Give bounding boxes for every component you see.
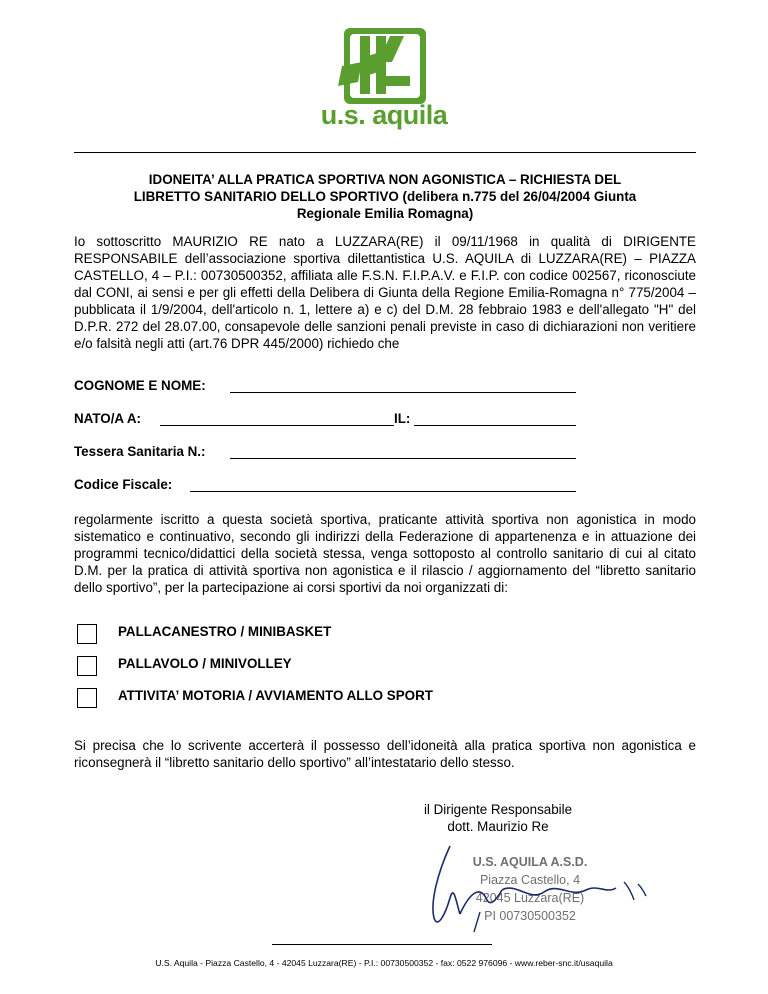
health-card-label: Tessera Sanitaria N.: <box>74 444 206 459</box>
footer-text: U.S. Aquila - Piazza Castello, 4 - 42045 Luzzara(RE) - P.I.: 00730500352 - fax: 0522 976096 - www.reber-snc.it/usaquila <box>155 958 613 968</box>
signature-line <box>272 944 492 945</box>
title-line-3: Regionale Emilia Romagna) <box>296 206 474 221</box>
logo-text: u.s. aquila <box>320 100 448 130</box>
header-divider <box>74 152 696 153</box>
born-field-line[interactable] <box>160 425 394 426</box>
option-motoria-label: ATTIVITA’ MOTORIA / AVVIAMENTO ALLO SPORT <box>118 688 433 703</box>
intro-paragraph: Io sottoscritto MAURIZIO RE nato a LUZZARA(RE) il 09/11/1968 in qualità di DIRIGENTE RESPONSABILE dell’associazione sportiva dilettantistica U.S. AQUILA di LUZZARA(RE) – PIAZZA CASTELLO, 4 – P.I.: 00730500352, affiliata alle F.S.N. F.I.P.A.V. e F.I.P. con codice 002567, riconosciute dal CONI, ai sensi e per gli effetti della Delibera di Giunta della Regione Emilia-Romagna n° 775/2004 – pubblicata il 1/9/2004, dell'articolo n. 1, lettere a) e c) del D.M. 28 febbraio 1983 e dell'allegato "H" del D.P.R. 272 del 28.07.00, consapevole delle sanzioni penali previste in caso di dichiarazioni non veritiere e/o falsità negli atti (art.76 DPR 445/2000) richiedo che <box>74 234 696 351</box>
stamp-line-2: Piazza Castello, 4 <box>479 873 581 887</box>
option-basket-label: PALLACANESTRO / MINIBASKET <box>118 624 332 639</box>
born-field-label: NATO/A A: <box>74 411 141 426</box>
title-line-1: IDONEITA’ ALLA PRATICA SPORTIVA NON AGONISTICA – RICHIESTA DEL <box>148 172 622 187</box>
tax-code-label: Codice Fiscale: <box>74 477 173 492</box>
tax-code-line[interactable] <box>190 491 576 492</box>
signature-name: dott. Maurizio Re <box>447 819 549 834</box>
name-field-label: COGNOME E NOME: <box>74 378 206 393</box>
health-card-line[interactable] <box>230 458 576 459</box>
title-line-2: LIBRETTO SANITARIO DELLO SPORTIVO (delibera n.775 del 26/04/2004 Giunta <box>133 189 637 204</box>
document-title <box>74 171 696 222</box>
closing-paragraph: Si precisa che lo scrivente accerterà il possesso dell’idoneità alla pratica sportiva non agonistica e riconsegnerà il “libretto sanitario dello sportivo” all’intestatario dello stesso. <box>74 738 696 770</box>
name-field-line[interactable] <box>230 392 576 393</box>
checkbox-basket[interactable] <box>77 624 97 644</box>
date-field-label: IL: <box>394 411 411 426</box>
option-volley-label: PALLAVOLO / MINIVOLLEY <box>118 656 292 671</box>
body-paragraph: regolarmente iscritto a questa società sportiva, praticante attività sportiva non agonistica in modo sistematico e continuativo, secondo gli indirizzi della Federazione di appartenenza e in attuazione dei programmi tecnico/didattici della società stessa, venga sottoposto al controllo sanitario di cui al citato D.M. per la pratica di attività sportiva non agonistica e il rilascio / aggiornamento del “libretto sanitario dello sportivo”, per la partecipazione ai corsi sportivi da noi organizzati di: <box>74 512 696 595</box>
stamp-line-3: 42045 Luzzara(RE) <box>475 891 585 905</box>
stamp-line-4: PI 00730500352 <box>484 909 576 923</box>
checkbox-volley[interactable] <box>77 656 97 676</box>
stamp-line-1: U.S. AQUILA A.S.D. <box>472 855 588 869</box>
handwritten-signature <box>420 842 660 932</box>
date-field-line[interactable] <box>414 425 576 426</box>
checkbox-motoria[interactable] <box>77 688 97 708</box>
signature-role: il Dirigente Responsabile <box>423 802 573 817</box>
